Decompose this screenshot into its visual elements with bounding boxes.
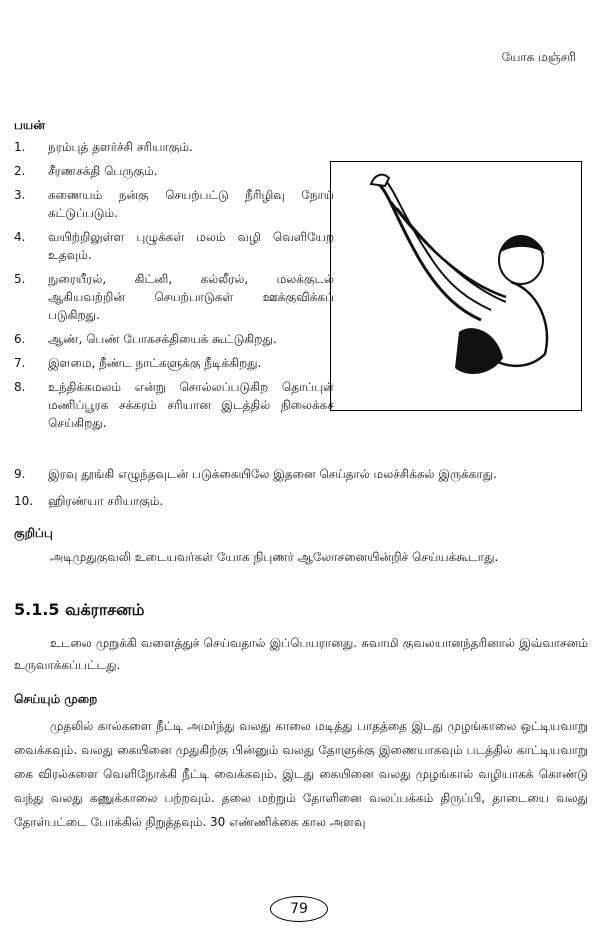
- benefits-heading: பயன்: [14, 118, 45, 132]
- list-item: [14, 465, 574, 483]
- list-item: [14, 186, 334, 222]
- list-item: [14, 228, 334, 264]
- list-item-number: 2.: [14, 164, 26, 178]
- list-item: [14, 330, 334, 348]
- list-item-text: ஆண், பெண் போகசக்தியைக் கூட்டுகிறது.: [48, 332, 277, 346]
- list-item: [14, 378, 334, 432]
- benefits-list: [14, 138, 334, 438]
- list-item-number: 4.: [14, 230, 26, 244]
- boat-pose-illustration: [331, 162, 581, 410]
- note-text: அடிமுதுகுவலி உடையவர்கள் யோக நிபுணர் ஆலோசனையின்றிச் செய்யக்கூடாது.: [50, 550, 499, 564]
- list-item-text: இளமை, நீண்ட நாட்களுக்கு நீடிக்கிறது.: [48, 356, 262, 370]
- shorts: [455, 328, 503, 374]
- list-item-text: நரம்புத் தளர்ச்சி சரியாகும்.: [48, 140, 193, 154]
- legs-outline: [385, 180, 491, 310]
- feet: [371, 175, 389, 186]
- list-item-number: 9.: [14, 467, 26, 481]
- list-item-text: ஹிரண்யா சரியாகும்.: [48, 494, 164, 508]
- list-item: [14, 138, 334, 156]
- arms: [391, 202, 506, 297]
- pose-figure: [330, 161, 582, 411]
- list-item-number: 6.: [14, 332, 26, 346]
- note-heading: குறிப்பு: [14, 526, 53, 540]
- list-item-number: 8.: [14, 380, 26, 394]
- list-item-text: கணையம் நன்கு செயற்பட்டு நீரிழிவு நோய் கட்டுப்படும்.: [48, 188, 334, 220]
- list-item-number: 1.: [14, 140, 26, 154]
- list-item-text: இரவு தூங்கி எழுந்தவுடன் படுக்கையிலே இதனை செய்தால் மலச்சிக்கல் இருக்காது.: [48, 467, 497, 481]
- list-item-number: 3.: [14, 188, 26, 202]
- list-item: [14, 162, 334, 180]
- page-number: 79: [270, 896, 328, 922]
- list-item-text: வயிற்றிலுள்ள புழுக்கள் மலம் வழி வெளியேற உதவும்.: [48, 230, 334, 262]
- list-item-number: 7.: [14, 356, 26, 370]
- arms-2: [397, 208, 511, 304]
- page-header-title: யோக மஞ்சரி: [501, 50, 576, 64]
- method-heading: செய்யும் முறை: [14, 692, 98, 706]
- vakrasana-intro: உடலை முறுக்கி வளைத்துச் செய்வதால் இப்பெயரானது. சுவாமி குவலயானந்தரினால் இவ்வாசனம் உருவாக்கப்பட்டது.: [14, 636, 588, 672]
- list-item-number: 10.: [14, 494, 34, 508]
- method-text: முதலில் கால்களை நீட்டி அமர்ந்து வலது காலை மடித்து பாதத்தை இடது முழங்காலை ஒட்டியவாறு வைக்கவும். வலது கையினை முதுகிற்கு பின்னும் வலது தோளுக்கு இணையாகவும் படத்தில் காட்டியவாறு கை விரல்களை வெளிநோக்கி நீட்டி வைக்கவும். இடது கையினை வலது முழங்கால் வழியாகக் கொண்டு வந்து வலது கணுக்காலை பற்றவும். தலை மற்றும் தோளினை வலப்பக்கம் திருப்பி, தாடையை வலது தோள்பட்டை போக்கில் நிறுத்தவும். 30 எண்ணிக்கை கால அளவு: [14, 719, 588, 829]
- list-item-text: சீரணசக்தி பெருகும்.: [48, 164, 158, 178]
- list-item-number: 5.: [14, 272, 26, 286]
- vakrasana-heading: 5.1.5 வக்ராசனம்: [14, 600, 145, 619]
- list-item-text: உந்திக்கமலம் என்று சொல்லப்படுகிற தொப்புள் மணிப்பூரக சக்கரம் சரியான இடத்தில் நிலைக்கச் செய்கிறது.: [48, 380, 334, 430]
- benefits-list-wide: [14, 465, 574, 519]
- list-item-text: நுரையீரல், கிட்னி, கல்லீரல், மலக்குடல் ஆகியவற்றின் செயற்பாடுகள் ஊக்குவிக்கப் படுகிறது.: [48, 272, 334, 322]
- list-item: [14, 354, 334, 372]
- list-item: [14, 270, 334, 324]
- list-item: [14, 492, 574, 510]
